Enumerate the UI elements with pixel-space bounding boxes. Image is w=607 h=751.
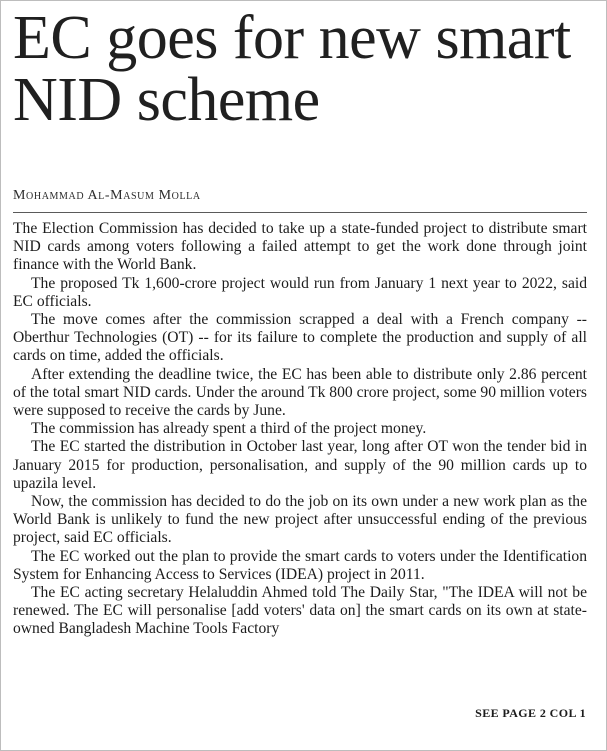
paragraph-9: The EC acting secretary Helaluddin Ahmed told The Daily Star, "The IDEA will not be renewed. The EC will personalise [add voters' data on] the smart cards on its own at state-owned Bangladesh Machine Tools Factory [13,584,587,638]
byline: Mohammad Al-Masum Molla [13,188,201,203]
paragraph-7: Now, the commission has decided to do the job on its own under a new work plan as the World Bank is unlikely to fund the new project after unsuccessful ending of the previous project, said EC officials. [13,493,587,547]
byline-divider [13,212,587,213]
paragraph-5: The commission has already spent a third of the project money. [31,420,427,438]
paragraph-3: The move comes after the commission scrapped a deal with a French company -- Oberthur Technologies (OT) -- for its failure to complete the production and supply of all cards on time, added the officials. [13,311,587,365]
paragraph-8: The EC worked out the plan to provide the smart cards to voters under the Identification System for Enhancing Access to Services (IDEA) project in 2011. [13,547,587,583]
article-body [13,220,587,639]
paragraph-6: The EC started the distribution in October last year, long after OT won the tender bid in January 2015 for production, personalisation, and supply of the 90 million cards up to upazila level. [13,438,587,492]
paragraph-1: The Election Commission has decided to take up a state-funded project to distribute smart NID cards among voters following a failed attempt to get the work done through joint finance with the World Bank. [13,220,587,274]
continued-jump-line: SEE PAGE 2 COL 1 [475,706,586,720]
paragraph-2: The proposed Tk 1,600-crore project would run from January 1 next year to 2022, said EC officials. [13,274,587,310]
headline: EC goes for new smart NID scheme [13,4,571,134]
paragraph-4: After extending the deadline twice, the EC has been able to distribute only 2.86 percent of the total smart NID cards. Under the around Tk 800 crore project, some 90 million voters were supposed to receive the cards by June. [13,365,587,420]
